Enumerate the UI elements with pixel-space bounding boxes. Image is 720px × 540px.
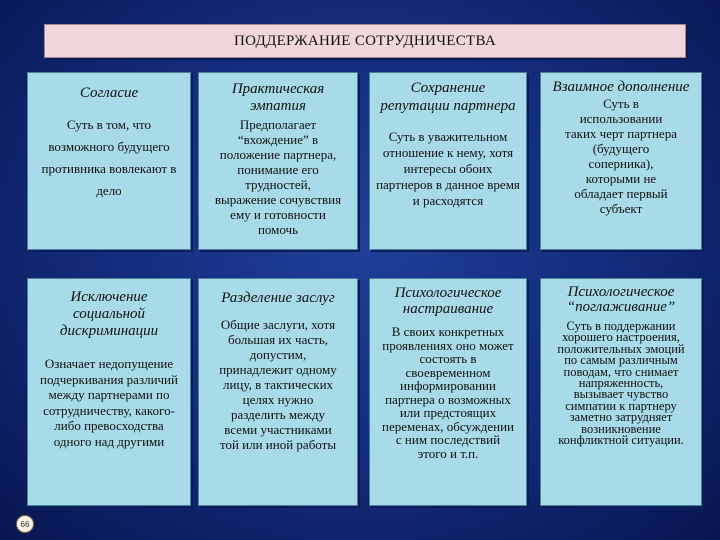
card-body: Общие заслуги, хотя большая их часть, допустим, принадлежит одному лицу, в тактических целях нужно разделить между всеми участниками той или иной работы <box>219 317 337 452</box>
card-heading: Сохранение репутации партнера <box>380 80 516 114</box>
card-heading: Психологическое настраивание <box>394 285 502 317</box>
page-title: ПОДДЕРЖАНИЕ СОТРУДНИЧЕСТВА <box>234 32 496 49</box>
page-number: 66 <box>20 519 30 529</box>
card-heading: Психологическое “поглаживание” <box>566 284 676 315</box>
card-heading: Согласие <box>79 85 139 101</box>
card-heading: Взаимное дополнение <box>552 79 690 95</box>
card-reputation <box>369 72 527 250</box>
card-heading: Исключение социальной дискриминации <box>59 289 159 339</box>
card-psych-stroking <box>540 278 702 506</box>
card-body: Суть в том, что возможного будущего противника вовлекают в дело <box>41 117 177 198</box>
card-no-discrimination <box>27 278 191 506</box>
card-body: В своих конкретных проявлениях оно может состоять в своевременном информировании партнера о возможных или предстоящих переменах, обсуждении с ним последствий этого и т.п. <box>382 324 514 461</box>
card-psych-tuning <box>369 278 527 506</box>
card-body: Означает недопущение подчеркивания различий между партнерами по сотрудничеству, какого-либо превосходства одного над другими <box>40 356 178 449</box>
card-empathy <box>198 72 358 250</box>
card-body: Суть в использовании таких черт партнера (будущего соперника), которыми не обладает первый субъект <box>565 96 677 216</box>
card-body: Предполагает “вхождение” в положение партнера, понимание его трудностей, выражение сочувствия ему и готовности помочь <box>214 117 342 237</box>
card-heading: Разделение заслуг <box>221 290 335 306</box>
card-share-merits <box>198 278 358 506</box>
card-complement <box>540 72 702 250</box>
page-number-badge <box>16 515 34 533</box>
card-soglasie <box>27 72 191 250</box>
card-heading: Практическая эмпатия <box>231 81 325 114</box>
title-bar <box>44 24 686 58</box>
card-body: Суть в поддержании хорошего настроения, положительных эмоций по самым различным поводам, что снимает напряженность, вызывает чувство симпатии к партнеру заметно затрудняет возникновение конфликтной ситуации. <box>557 319 685 448</box>
card-body: Суть в уважительном отношение к нему, хотя интересы обоих партнеров в данное время и расходятся <box>376 129 520 208</box>
